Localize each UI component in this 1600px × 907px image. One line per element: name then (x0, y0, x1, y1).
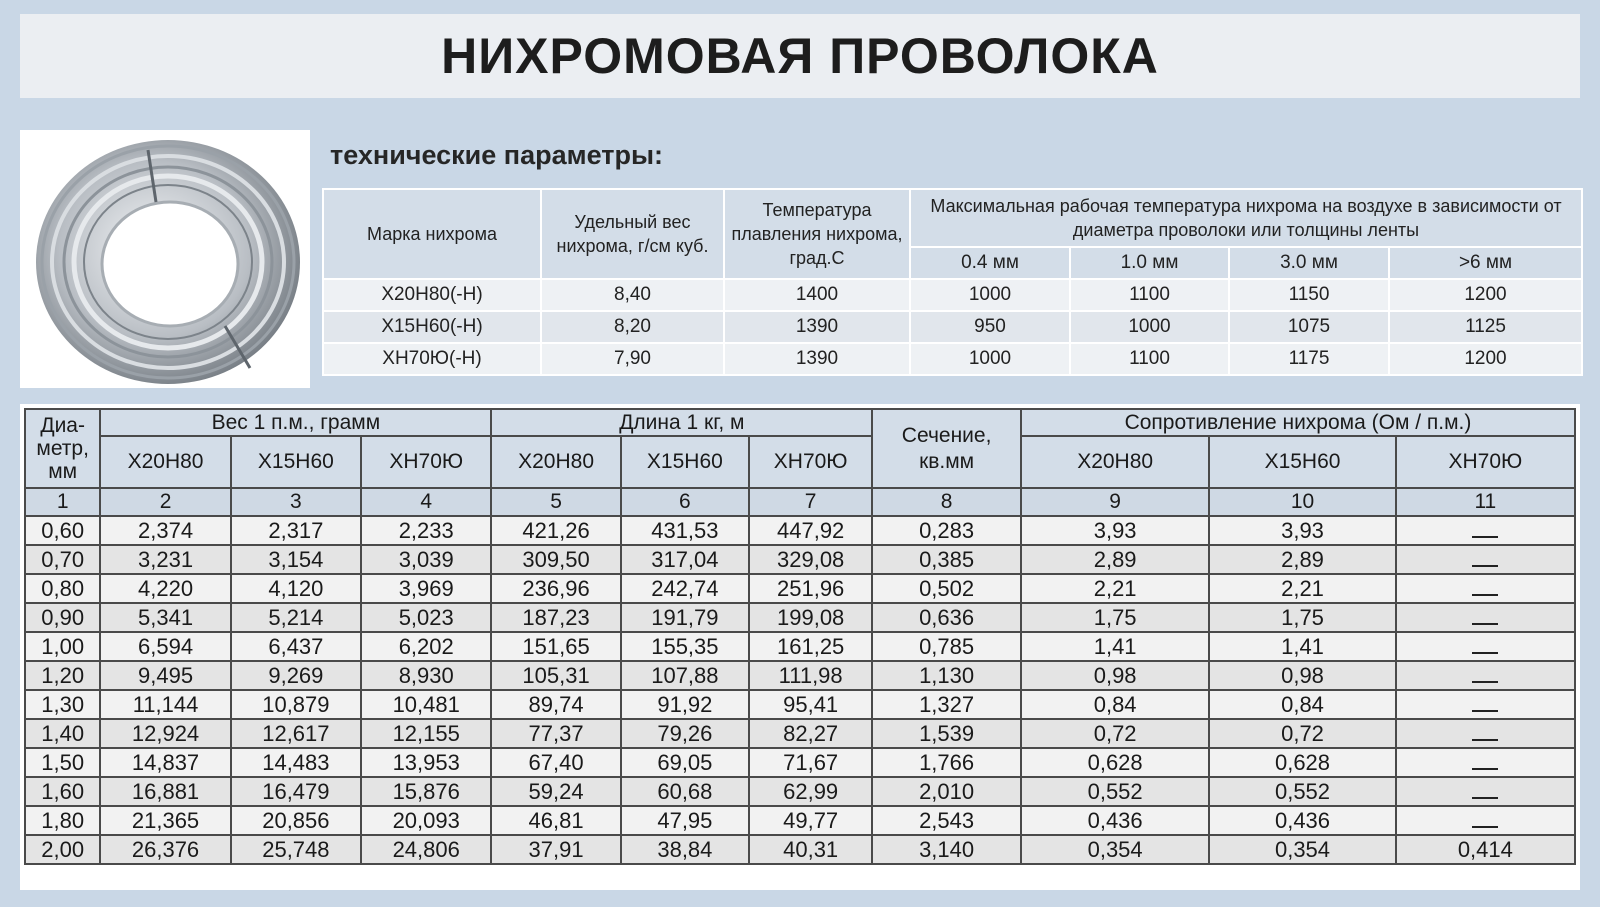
cell-weight: 5,214 (231, 603, 361, 632)
table-row (323, 343, 1582, 375)
cell-resistance (1396, 661, 1575, 690)
dash-mark (1472, 555, 1498, 567)
header-alloy: Х20Н80 (491, 436, 620, 488)
header-density: Удельный вес нихрома, г/см куб. (541, 189, 724, 279)
parameters-table (322, 188, 1583, 376)
cell-resistance: 2,21 (1209, 574, 1395, 603)
cell-weight: 10,879 (231, 690, 361, 719)
cell-melting: 1390 (724, 311, 910, 343)
cell-length: 38,84 (621, 835, 749, 864)
cell-diameter: 0,70 (25, 545, 100, 574)
cell-resistance: 0,552 (1021, 777, 1209, 806)
cell-weight: 21,365 (100, 806, 230, 835)
cell-density: 7,90 (541, 343, 724, 375)
cell-resistance (1396, 603, 1575, 632)
cell-length: 155,35 (621, 632, 749, 661)
cell-weight: 12,924 (100, 719, 230, 748)
cell-length: 191,79 (621, 603, 749, 632)
wire-coil-image (20, 130, 310, 388)
column-number: 5 (491, 488, 620, 516)
cell-section: 0,636 (872, 603, 1021, 632)
table-row (25, 632, 1575, 661)
cell-resistance (1396, 632, 1575, 661)
cell-length: 60,68 (621, 777, 749, 806)
cell-length: 37,91 (491, 835, 620, 864)
cell-length: 89,74 (491, 690, 620, 719)
cell-resistance: 0,628 (1021, 748, 1209, 777)
cell-resistance: 0,354 (1021, 835, 1209, 864)
cell-weight: 4,220 (100, 574, 230, 603)
cell-weight: 2,233 (361, 516, 491, 545)
cell-density: 8,20 (541, 311, 724, 343)
header-max-temp: Максимальная рабочая температура нихрома на воздухе в зависимости от диаметра проволоки или толщины ленты (910, 189, 1582, 247)
cell-resistance (1396, 748, 1575, 777)
header-diameter-1: 1.0 мм (1070, 247, 1229, 279)
table-row (25, 574, 1575, 603)
cell-weight: 16,479 (231, 777, 361, 806)
cell-weight: 14,837 (100, 748, 230, 777)
table-row (25, 748, 1575, 777)
main-table-frame (20, 404, 1580, 890)
cell-resistance: 0,72 (1209, 719, 1395, 748)
cell-weight: 4,120 (231, 574, 361, 603)
cell-weight: 6,594 (100, 632, 230, 661)
cell-section: 1,766 (872, 748, 1021, 777)
cell-length: 82,27 (749, 719, 872, 748)
cell-section: 3,140 (872, 835, 1021, 864)
cell-weight: 2,374 (100, 516, 230, 545)
column-number: 4 (361, 488, 491, 516)
cell-weight: 3,039 (361, 545, 491, 574)
dash-mark (1472, 816, 1498, 828)
cell-length: 59,24 (491, 777, 620, 806)
cell-resistance: 0,414 (1396, 835, 1575, 864)
dash-mark (1472, 787, 1498, 799)
header-alloy: Х20Н80 (100, 436, 230, 488)
cell-weight: 20,856 (231, 806, 361, 835)
table-row (25, 835, 1575, 864)
dash-mark (1472, 758, 1498, 770)
cell-resistance: 0,552 (1209, 777, 1395, 806)
column-number: 1 (25, 488, 100, 516)
cell-resistance: 0,98 (1209, 661, 1395, 690)
cell-length: 95,41 (749, 690, 872, 719)
cell-grade: Х15Н60(-Н) (323, 311, 541, 343)
wire-data-rows (25, 516, 1575, 864)
cell-resistance: 0,436 (1021, 806, 1209, 835)
header-section: Сечение, кв.мм (872, 409, 1021, 488)
cell-resistance: 2,89 (1021, 545, 1209, 574)
cell-diameter: 1,20 (25, 661, 100, 690)
cell-resistance (1396, 806, 1575, 835)
cell-resistance: 3,93 (1021, 516, 1209, 545)
cell-section: 1,539 (872, 719, 1021, 748)
cell-melting: 1390 (724, 343, 910, 375)
cell-resistance (1396, 690, 1575, 719)
cell-section: 2,543 (872, 806, 1021, 835)
wire-coil-illustration (20, 130, 310, 388)
dash-mark (1472, 526, 1498, 538)
cell-temp: 1000 (910, 343, 1070, 375)
cell-weight: 11,144 (100, 690, 230, 719)
cell-diameter: 1,60 (25, 777, 100, 806)
cell-length: 105,31 (491, 661, 620, 690)
header-alloy: Х15Н60 (621, 436, 749, 488)
table-row (25, 661, 1575, 690)
cell-diameter: 0,60 (25, 516, 100, 545)
header-alloy: ХН70Ю (1396, 436, 1575, 488)
table-row (25, 719, 1575, 748)
cell-length: 317,04 (621, 545, 749, 574)
cell-length: 91,92 (621, 690, 749, 719)
cell-melting: 1400 (724, 279, 910, 311)
cell-length: 69,05 (621, 748, 749, 777)
cell-section: 1,327 (872, 690, 1021, 719)
cell-resistance (1396, 719, 1575, 748)
cell-section: 0,502 (872, 574, 1021, 603)
cell-weight: 25,748 (231, 835, 361, 864)
cell-section: 1,130 (872, 661, 1021, 690)
cell-resistance: 0,84 (1209, 690, 1395, 719)
dash-mark (1472, 613, 1498, 625)
dash-mark (1472, 671, 1498, 683)
header-length: Длина 1 кг, м (491, 409, 872, 436)
cell-temp: 1200 (1389, 279, 1582, 311)
cell-weight: 9,269 (231, 661, 361, 690)
cell-length: 47,95 (621, 806, 749, 835)
cell-resistance: 0,84 (1021, 690, 1209, 719)
cell-resistance: 2,89 (1209, 545, 1395, 574)
cell-length: 111,98 (749, 661, 872, 690)
header-diameter: Диа-метр, мм (25, 409, 100, 488)
cell-length: 447,92 (749, 516, 872, 545)
cell-resistance: 1,75 (1209, 603, 1395, 632)
cell-resistance (1396, 574, 1575, 603)
header-diameter-3: >6 мм (1389, 247, 1582, 279)
cell-resistance: 1,41 (1209, 632, 1395, 661)
cell-section: 0,385 (872, 545, 1021, 574)
cell-temp: 1125 (1389, 311, 1582, 343)
cell-weight: 6,437 (231, 632, 361, 661)
cell-section: 2,010 (872, 777, 1021, 806)
cell-temp: 1200 (1389, 343, 1582, 375)
table-row (25, 545, 1575, 574)
cell-temp: 1150 (1229, 279, 1389, 311)
cell-weight: 26,376 (100, 835, 230, 864)
cell-resistance: 1,75 (1021, 603, 1209, 632)
table-row (25, 516, 1575, 545)
cell-grade: ХН70Ю(-Н) (323, 343, 541, 375)
cell-weight: 6,202 (361, 632, 491, 661)
cell-weight: 10,481 (361, 690, 491, 719)
cell-section: 0,283 (872, 516, 1021, 545)
cell-resistance: 0,72 (1021, 719, 1209, 748)
cell-weight: 24,806 (361, 835, 491, 864)
header-diameter-2: 3.0 мм (1229, 247, 1389, 279)
cell-resistance: 0,354 (1209, 835, 1395, 864)
header-grade: Марка нихрома (323, 189, 541, 279)
cell-length: 187,23 (491, 603, 620, 632)
cell-temp: 950 (910, 311, 1070, 343)
cell-resistance (1396, 777, 1575, 806)
cell-section: 0,785 (872, 632, 1021, 661)
cell-resistance: 1,41 (1021, 632, 1209, 661)
cell-diameter: 0,90 (25, 603, 100, 632)
cell-weight: 16,881 (100, 777, 230, 806)
header-diameter-0: 0.4 мм (910, 247, 1070, 279)
cell-length: 199,08 (749, 603, 872, 632)
cell-length: 151,65 (491, 632, 620, 661)
cell-resistance (1396, 545, 1575, 574)
dash-mark (1472, 729, 1498, 741)
cell-weight: 15,876 (361, 777, 491, 806)
header-weight: Вес 1 п.м., грамм (100, 409, 491, 436)
header-alloy: Х15Н60 (1209, 436, 1395, 488)
cell-length: 107,88 (621, 661, 749, 690)
cell-weight: 13,953 (361, 748, 491, 777)
cell-diameter: 0,80 (25, 574, 100, 603)
cell-weight: 2,317 (231, 516, 361, 545)
cell-resistance: 3,93 (1209, 516, 1395, 545)
cell-resistance: 2,21 (1021, 574, 1209, 603)
cell-weight: 14,483 (231, 748, 361, 777)
column-number: 7 (749, 488, 872, 516)
dash-mark (1472, 642, 1498, 654)
cell-length: 79,26 (621, 719, 749, 748)
section-subtitle: технические параметры: (330, 140, 664, 170)
table-row (25, 777, 1575, 806)
cell-temp: 1100 (1070, 279, 1229, 311)
cell-resistance (1396, 516, 1575, 545)
cell-length: 242,74 (621, 574, 749, 603)
table-row (25, 806, 1575, 835)
cell-grade: Х20Н80(-Н) (323, 279, 541, 311)
cell-length: 67,40 (491, 748, 620, 777)
header-melting: Температура плавления нихрома, град.С (724, 189, 910, 279)
column-number: 10 (1209, 488, 1395, 516)
table-row (323, 311, 1582, 343)
cell-temp: 1000 (1070, 311, 1229, 343)
dash-mark (1472, 700, 1498, 712)
cell-diameter: 1,00 (25, 632, 100, 661)
cell-length: 421,26 (491, 516, 620, 545)
cell-length: 309,50 (491, 545, 620, 574)
cell-diameter: 1,30 (25, 690, 100, 719)
cell-weight: 3,154 (231, 545, 361, 574)
cell-weight: 9,495 (100, 661, 230, 690)
cell-resistance: 0,98 (1021, 661, 1209, 690)
cell-density: 8,40 (541, 279, 724, 311)
cell-length: 431,53 (621, 516, 749, 545)
cell-resistance: 0,628 (1209, 748, 1395, 777)
cell-resistance: 0,436 (1209, 806, 1395, 835)
cell-length: 236,96 (491, 574, 620, 603)
column-number: 8 (872, 488, 1021, 516)
cell-length: 40,31 (749, 835, 872, 864)
cell-temp: 1175 (1229, 343, 1389, 375)
header-alloy: ХН70Ю (361, 436, 491, 488)
cell-length: 77,37 (491, 719, 620, 748)
cell-weight: 20,093 (361, 806, 491, 835)
page-title: НИХРОМОВАЯ ПРОВОЛОКА (441, 28, 1159, 84)
table-row (25, 603, 1575, 632)
dash-mark (1472, 584, 1498, 596)
cell-length: 46,81 (491, 806, 620, 835)
cell-diameter: 1,40 (25, 719, 100, 748)
column-number: 9 (1021, 488, 1209, 516)
cell-length: 329,08 (749, 545, 872, 574)
column-number: 11 (1396, 488, 1575, 516)
header-alloy: Х20Н80 (1021, 436, 1209, 488)
table-row (323, 279, 1582, 311)
title-banner (20, 14, 1580, 98)
cell-weight: 3,969 (361, 574, 491, 603)
cell-diameter: 1,50 (25, 748, 100, 777)
cell-temp: 1100 (1070, 343, 1229, 375)
cell-weight: 5,341 (100, 603, 230, 632)
cell-diameter: 2,00 (25, 835, 100, 864)
cell-weight: 5,023 (361, 603, 491, 632)
cell-temp: 1000 (910, 279, 1070, 311)
header-resistance: Сопротивление нихрома (Ом / п.м.) (1021, 409, 1575, 436)
cell-weight: 12,155 (361, 719, 491, 748)
cell-length: 71,67 (749, 748, 872, 777)
cell-length: 62,99 (749, 777, 872, 806)
cell-diameter: 1,80 (25, 806, 100, 835)
table-row (25, 690, 1575, 719)
column-number: 2 (100, 488, 230, 516)
cell-length: 161,25 (749, 632, 872, 661)
cell-weight: 12,617 (231, 719, 361, 748)
cell-weight: 8,930 (361, 661, 491, 690)
header-alloy: Х15Н60 (231, 436, 361, 488)
cell-temp: 1075 (1229, 311, 1389, 343)
cell-length: 251,96 (749, 574, 872, 603)
column-number: 3 (231, 488, 361, 516)
cell-length: 49,77 (749, 806, 872, 835)
column-number: 6 (621, 488, 749, 516)
header-alloy: ХН70Ю (749, 436, 872, 488)
wire-data-table (24, 408, 1576, 865)
cell-weight: 3,231 (100, 545, 230, 574)
